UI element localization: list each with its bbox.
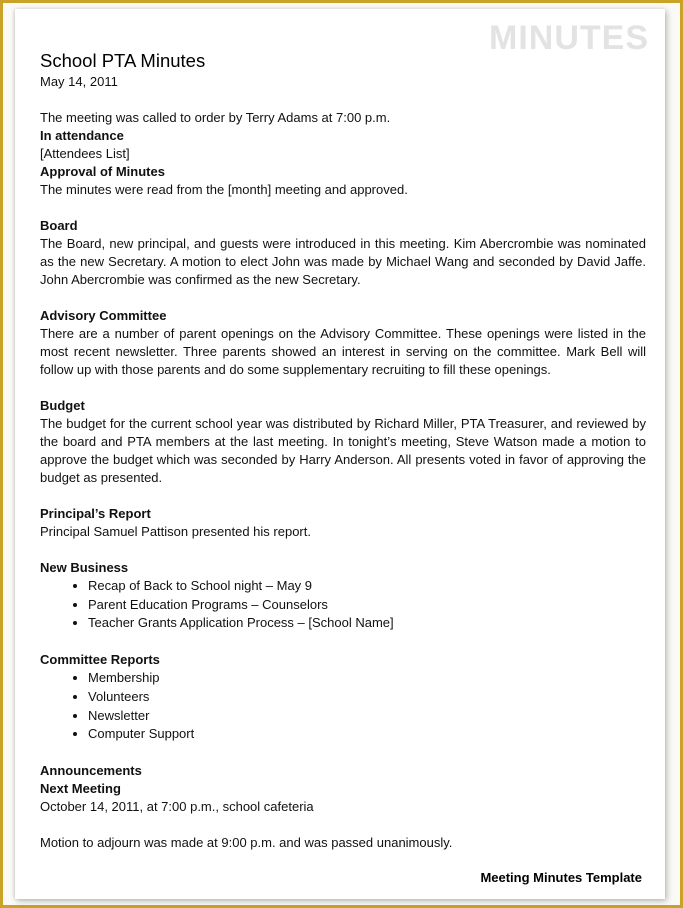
list-item: • Membership bbox=[88, 669, 646, 688]
adjourn-text: Motion to adjourn was made at 9:00 p.m. and was passed unanimously. bbox=[40, 834, 453, 850]
list-item: • Newsletter bbox=[88, 707, 646, 726]
announcements-heading: Announcements bbox=[40, 762, 142, 778]
advisory-text: There are a number of parent openings on the Advisory Committee. These openings were listed in the most recent newsletter. Three parents showed an interest in serving on the committee. Mark Bell will follow up with those parents and do some supplementary recruiting to fill these openings. bbox=[40, 326, 646, 377]
principal-text: Principal Samuel Pattison presented his report. bbox=[40, 524, 311, 539]
list-item: • Teacher Grants Application Process – [School Name] bbox=[88, 614, 646, 633]
attendance-heading: In attendance bbox=[40, 128, 124, 143]
next-meeting-text: October 14, 2011, at 7:00 p.m., school cafeteria bbox=[40, 798, 314, 814]
called-to-order: The meeting was called to order by Terry Adams at 7:00 p.m. bbox=[40, 110, 391, 125]
list-item: • Volunteers bbox=[88, 688, 646, 707]
committee-reports-list bbox=[40, 669, 646, 744]
budget-heading: Budget bbox=[40, 398, 85, 413]
attendees-list: [Attendees List] bbox=[40, 146, 130, 161]
list-item: • Computer Support bbox=[88, 725, 646, 744]
advisory-heading: Advisory Committee bbox=[40, 308, 167, 323]
new-business-heading: New Business bbox=[40, 560, 129, 575]
list-item: • Parent Education Programs – Counselors bbox=[88, 596, 646, 615]
document-title: School PTA Minutes bbox=[40, 50, 206, 71]
board-heading: Board bbox=[40, 218, 78, 233]
budget-text: The budget for the current school year was distributed by Richard Miller, PTA Treasurer, and reviewed by the board and PTA members at the last meeting. In tonight’s meeting, Steve Watson made a motion to approve the budget which was seconded by Harry Anderson. All presents voted in favor of approving the budget as presented. bbox=[40, 416, 646, 485]
watermark: MINUTES bbox=[489, 19, 649, 57]
principal-heading: Principal’s Report bbox=[40, 506, 151, 521]
approval-heading: Approval of Minutes bbox=[40, 164, 165, 179]
next-meeting-heading: Next Meeting bbox=[40, 780, 121, 796]
committee-reports-heading: Committee Reports bbox=[40, 652, 160, 668]
footer-label: Meeting Minutes Template bbox=[480, 870, 642, 885]
board-text: The Board, new principal, and guests were introduced in this meeting. Kim Abercrombie was nominated as the new Secretary. A motion to elect John was made by Michael Wang and seconded by David Jaffe. John Abercrombie was confirmed as the new Secretary. bbox=[40, 236, 646, 287]
document-page bbox=[15, 9, 665, 899]
new-business-list bbox=[40, 577, 646, 633]
approval-text: The minutes were read from the [month] meeting and approved. bbox=[40, 182, 408, 197]
list-item: • Recap of Back to School night – May 9 bbox=[88, 577, 646, 596]
minutes-body bbox=[40, 49, 646, 852]
document-date: May 14, 2011 bbox=[40, 74, 118, 89]
